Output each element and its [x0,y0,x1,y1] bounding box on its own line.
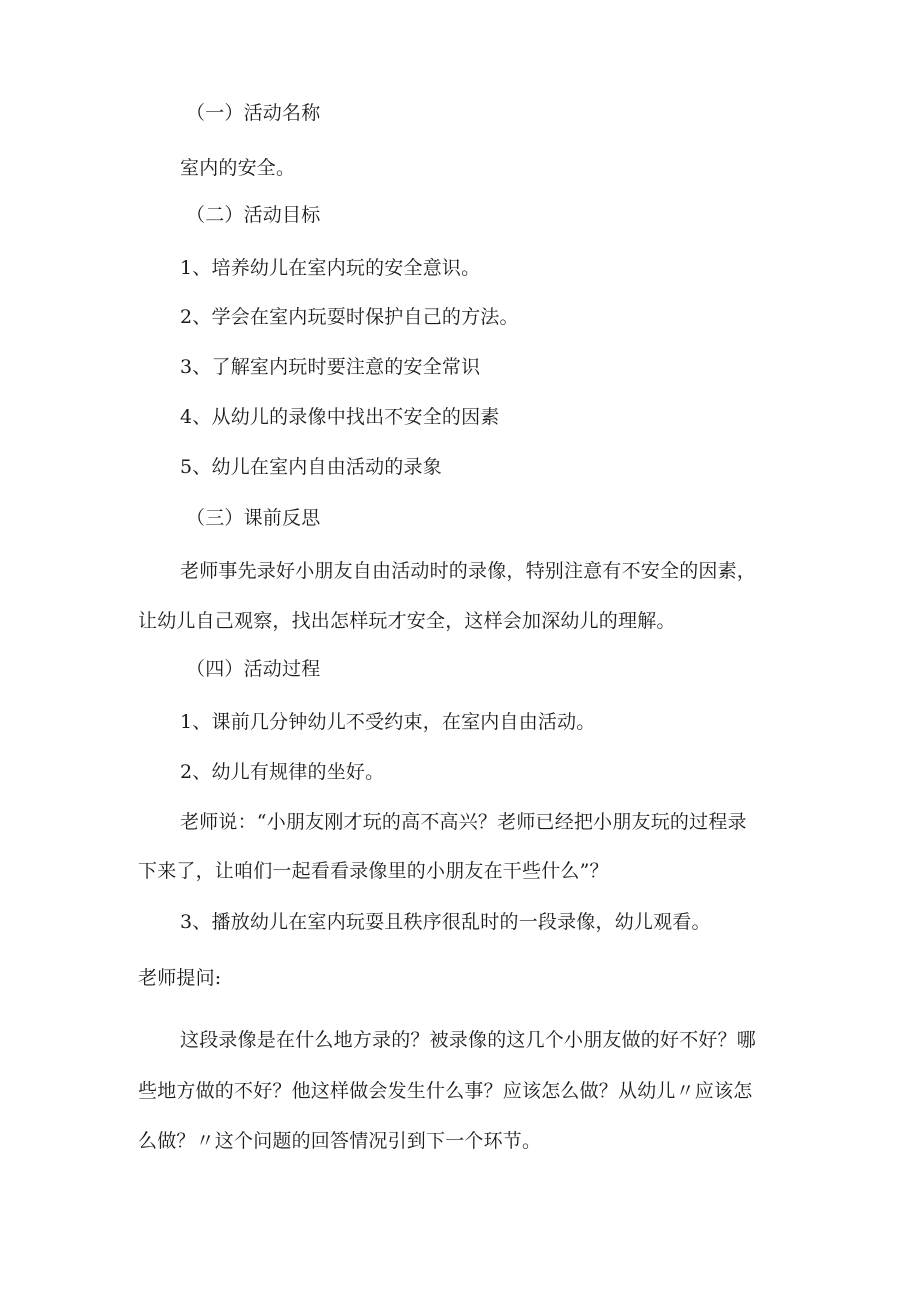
section-heading-activity-goals: （二）活动目标 [186,204,321,226]
section-heading-pre-class-reflection: （三）课前反思 [186,507,321,529]
questions-paragraph-line: 这段录像是在什么地方录的？被录像的这几个小朋友做的好不好？哪 [180,1029,757,1051]
section-heading-activity-name: （一）活动名称 [186,102,321,124]
process-step: 1、课前几分钟幼儿不受约束，在室内自由活动。 [180,711,596,733]
questions-paragraph-line: 些地方做的不好？他这样做会发生什么事？应该怎么做？从幼儿〃应该怎 [138,1080,753,1102]
process-step: 3、播放幼儿在室内玩耍且秩序很乱时的一段录像，幼儿观看。 [180,911,711,933]
questions-paragraph-line: 么做？〃这个问题的回答情况引到下一个环节。 [138,1130,542,1152]
goal-item: 5、幼儿在室内自由活动的录象 [180,456,442,478]
goal-item: 4、从幼儿的录像中找出不安全的因素 [180,406,500,428]
goal-item: 2、学会在室内玩耍时保护自己的方法。 [180,306,519,328]
teacher-says-line: 下来了，让咱们一起看看录像里的小朋友在干些什么”？ [138,860,609,882]
process-step: 2、幼儿有规律的坐好。 [180,761,385,783]
reflection-paragraph-line: 老师事先录好小朋友自由活动时的录像，特别注意有不安全的因素， [180,560,757,582]
teacher-says-line: 老师说：“小朋友刚才玩的高不高兴？老师已经把小朋友玩的过程录 [180,811,747,833]
reflection-paragraph-line: 让幼儿自己观察，找出怎样玩才安全，这样会加深幼儿的理解。 [138,610,676,632]
section-heading-activity-process: （四）活动过程 [186,658,321,680]
goal-item: 1、培养幼儿在室内玩的安全意识。 [180,257,481,279]
teacher-question-label: 老师提问: [138,967,222,989]
activity-name-text: 室内的安全。 [180,157,296,179]
goal-item: 3、了解室内玩时要注意的安全常识 [180,356,481,378]
